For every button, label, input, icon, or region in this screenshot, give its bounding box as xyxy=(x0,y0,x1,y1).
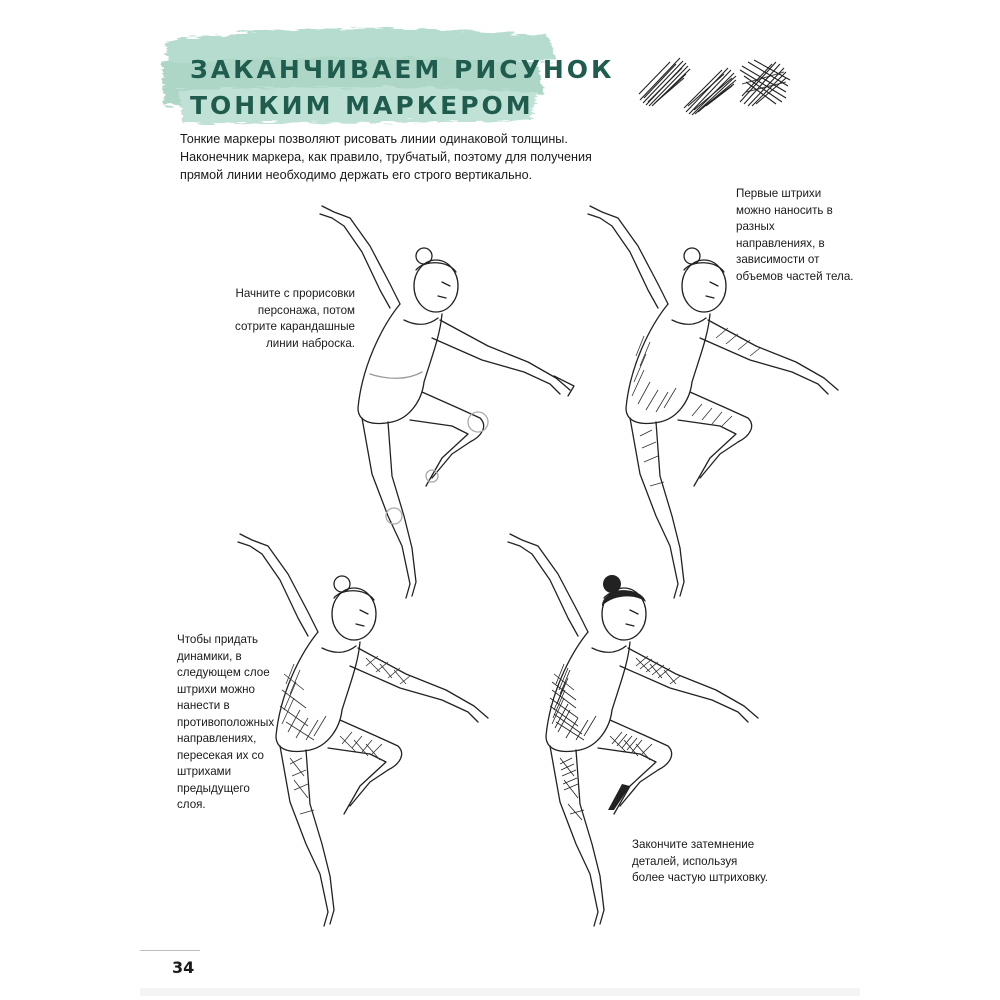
caption-step2: Первые штрихи можно наносить в разных направлениях, в зависимости от объемов частей тела. xyxy=(736,187,854,283)
swatch-double-hatch xyxy=(684,68,736,115)
title-line-2: ТОНКИМ МАРКЕРОМ xyxy=(190,91,534,120)
cross-hatching-layer xyxy=(280,656,410,814)
page-number: 34 xyxy=(172,958,195,977)
title-line-1: ЗАКАНЧИВАЕМ РИСУНОК xyxy=(190,55,615,84)
swatch-single-hatch xyxy=(639,58,690,106)
dark-hair xyxy=(602,575,646,606)
caption-step4: Закончите затемнение деталей, используя более частую штриховку. xyxy=(632,838,769,884)
first-hatching-layer xyxy=(632,328,760,486)
swatch-cross-hatch xyxy=(740,60,790,106)
page-title xyxy=(190,52,615,124)
caption-step1: Начните с прорисовки персонажа, потом сотрите карандашные линии наброска. xyxy=(235,287,355,350)
dense-hatching-layer xyxy=(550,656,680,820)
page-number-rule xyxy=(140,950,200,951)
hatching-swatches xyxy=(636,48,796,118)
bottom-band xyxy=(140,988,860,996)
caption-step3: Чтобы придать динамики, в следующем слое штрихи можно нанести в противоположных направлениях, пересекая их со штрихами предыдущего слоя. xyxy=(177,633,275,811)
intro-paragraph: Тонкие маркеры позволяют рисовать линии одинаковой толщины. Наконечник маркера, как правило, трубчатый, поэтому для получения прямой линии необходимо держать его строго вертикально. xyxy=(180,132,592,182)
